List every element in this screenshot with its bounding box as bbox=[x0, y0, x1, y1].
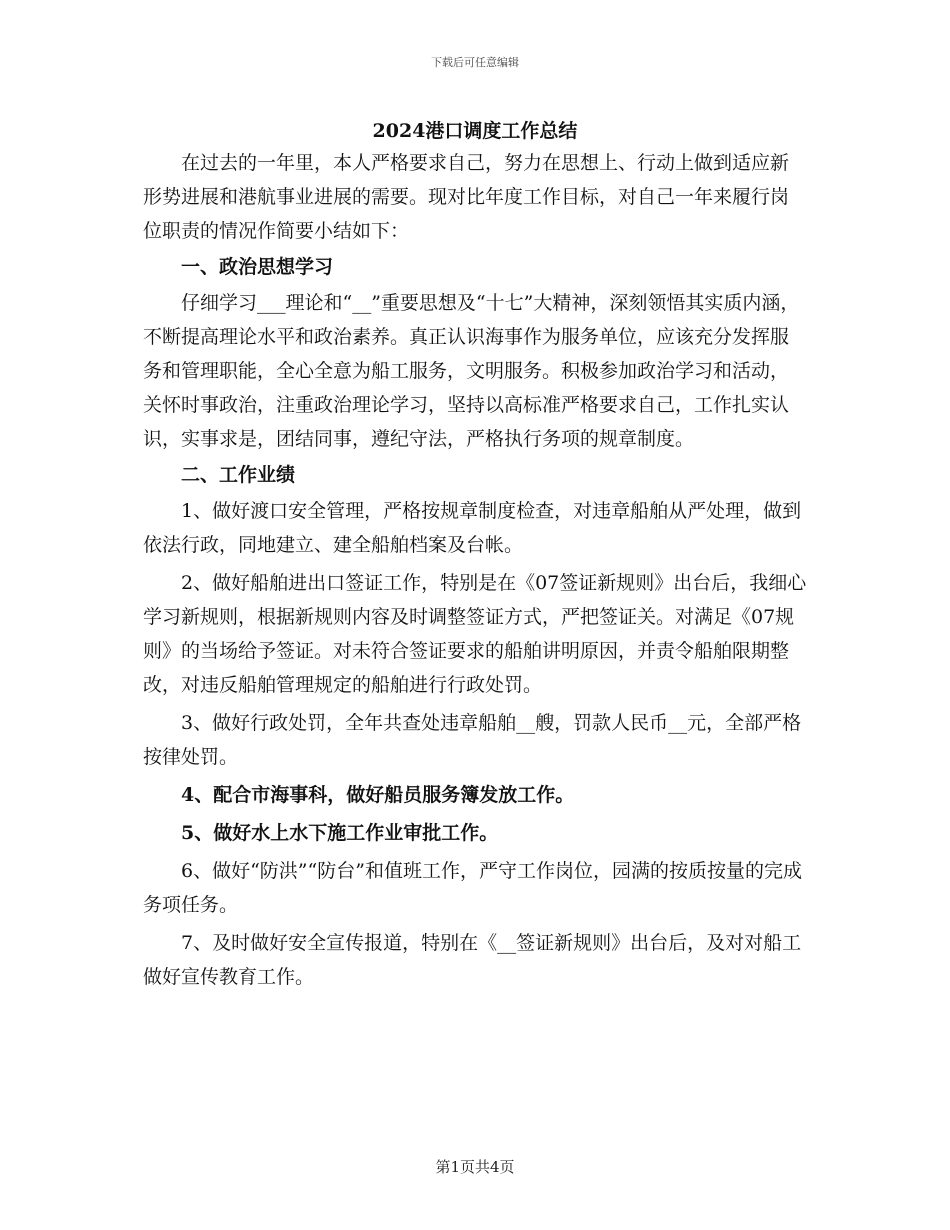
work-item-2: 2、做好船舶进出口签证工作，特别是在《07签证新规则》出台后，我细心学习新规则，根据新规则内容及时调整签证方式，严把签证关。对满足《07规则》的当场给予签证。对未符合签证要求的船舶讲明原因，并责令船舶限期整改，对违反船舶管理规定的船舶进行行政处罚。 bbox=[143, 572, 807, 696]
section-heading-political-study: 一、政治思想学习 bbox=[181, 256, 334, 278]
work-item-3: 3、做好行政处罚，全年共查处违章船舶__艘，罚款人民币__元，全部严格按律处罚。 bbox=[143, 712, 802, 768]
document-title: 2024港口调度工作总结 bbox=[372, 120, 578, 142]
page-footer-number: 第1页共4页 bbox=[435, 1158, 515, 1176]
political-study-paragraph: 仔细学习___理论和“__”重要思想及“十七”大精神，深刻领悟其实质内涵，不断提高理论水平和政治素养。真正认识海事作为服务单位，应该充分发挥服务和管理职能，全心全意为船工服务，文明服务。积极参加政治学习和活动，关怀时事政治，注重政治理论学习，坚持以高标准严格要求自己，工作扎实认识，实事求是，团结同事，遵纪守法，严格执行务项的规章制度。 bbox=[143, 292, 800, 450]
work-item-7: 7、及时做好安全宣传报道，特别在《__签证新规则》出台后，及对对船工做好宣传教育工作。 bbox=[143, 932, 802, 988]
work-item-1: 1、做好渡口安全管理，严格按规章制度检查，对违章船舶从严处理，做到依法行政，同地建立、建全船舶档案及台帐。 bbox=[143, 500, 802, 556]
work-item-6: 6、做好“防洪”“防台”和值班工作，严守工作岗位，园满的按质按量的完成务项任务。 bbox=[143, 860, 802, 916]
page-header-note: 下载后可任意编辑 bbox=[431, 56, 519, 69]
work-item-4: 4、配合市海事科，做好船员服务簿发放工作。 bbox=[181, 784, 575, 806]
document-body bbox=[143, 146, 807, 994]
work-item-5: 5、做好水上水下施工作业审批工作。 bbox=[181, 822, 499, 844]
section-heading-work-results: 二、工作业绩 bbox=[181, 464, 296, 486]
intro-paragraph: 在过去的一年里，本人严格要求自己，努力在思想上、行动上做到适应新形势进展和港航事业进展的需要。现对比年度工作目标，对自己一年来履行岗位职责的情况作简要小结如下： bbox=[143, 152, 790, 242]
